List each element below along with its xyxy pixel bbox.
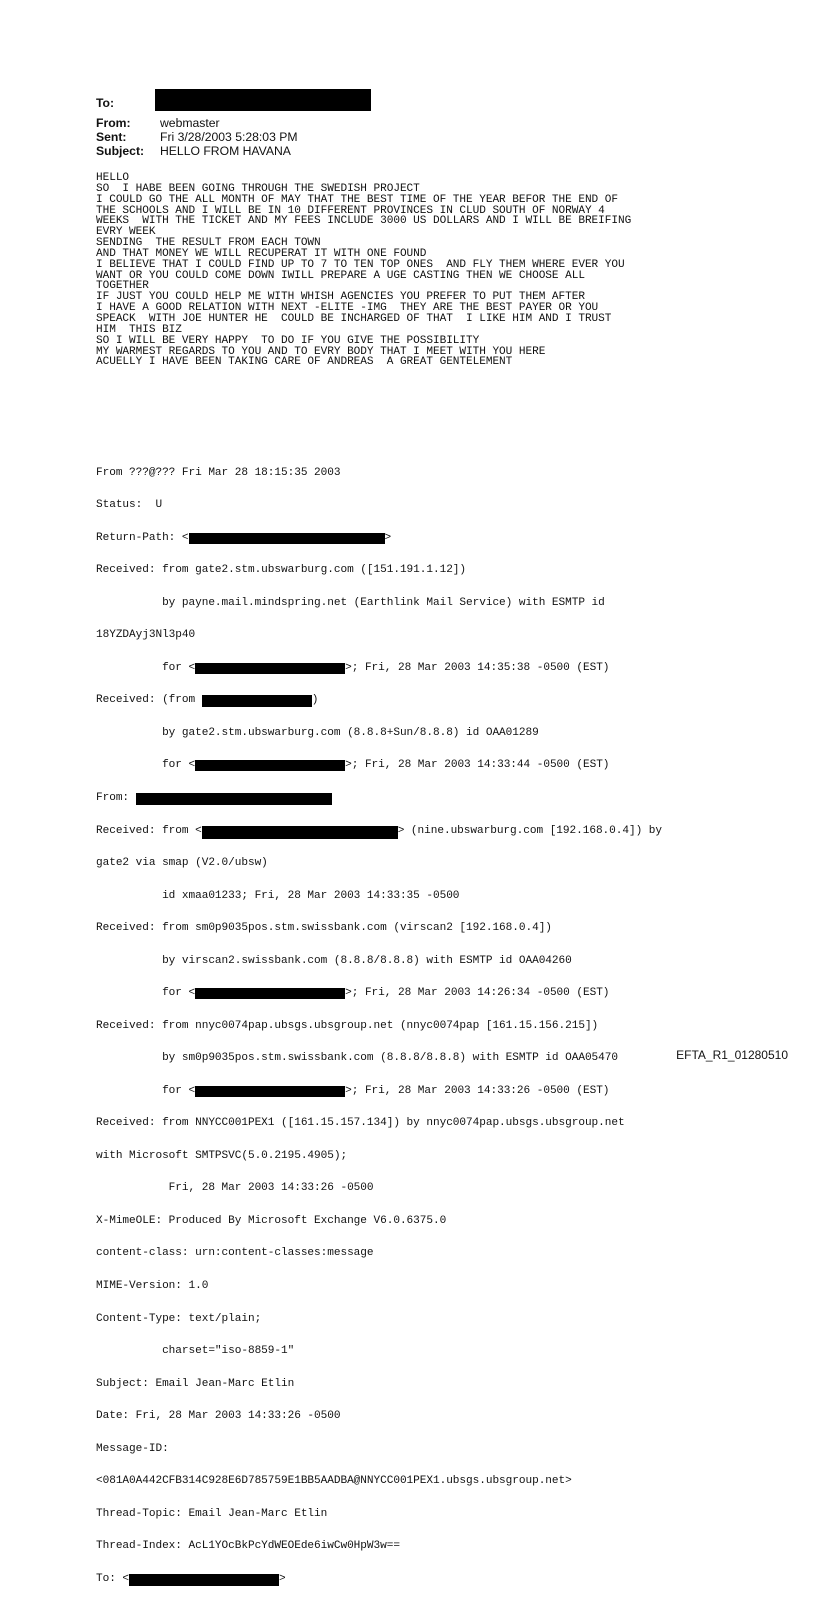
header-line: for < >; Fri, 28 Mar 2003 14:33:26 -0500 (EST) (96, 1084, 610, 1097)
header-line: From ???@??? Fri Mar 28 18:15:35 2003 (96, 466, 341, 479)
header-line: id xmaa01233; Fri, 28 Mar 2003 14:33:35 -0500 (96, 889, 460, 902)
from-value: webmaster (160, 116, 220, 130)
header-line: 18YZDAyj3Nl3p40 (96, 629, 196, 642)
body-line: I HAVE A GOOD RELATION WITH NEXT -ELITE -IMG THEY ARE THE BEST PAYER OR YOU (96, 302, 599, 315)
header-line: by gate2.stm.ubswarburg.com (8.8.8+Sun/8.8.8) id OAA01289 (96, 726, 539, 739)
body-line: EVRY WEEK (96, 226, 156, 239)
email-body (96, 173, 631, 368)
redaction-box (202, 826, 398, 839)
redaction-box (155, 89, 371, 111)
body-line: WEEKS WITH THE TICKET AND MY FEES INCLUDE 3000 US DOLLARS AND I WILL BE BREIFING (96, 215, 632, 228)
document-id: EFTA_R1_01280510 (676, 1048, 788, 1062)
body-line: SO I WILL BE VERY HAPPY TO DO IF YOU GIVE THE POSSIBILITY (96, 334, 480, 347)
redaction-box (195, 663, 345, 674)
redaction-box (195, 1086, 345, 1097)
body-line: SPEACK WITH JOE HUNTER HE COULD BE INCHARGED OF THAT I LIKE HIM AND I TRUST (96, 312, 612, 325)
redaction-box (189, 533, 385, 544)
header-line: for < >; Fri, 28 Mar 2003 14:35:38 -0500 (EST) (96, 661, 610, 674)
header-line: Received: from gate2.stm.ubswarburg.com ([151.191.1.12]) (96, 564, 467, 577)
header-line: MIME-Version: 1.0 (96, 1279, 209, 1292)
header-line: X-MimeOLE: Produced By Microsoft Exchange V6.0.6375.0 (96, 1214, 447, 1227)
header-from-row (96, 116, 371, 130)
header-line: Date: Fri, 28 Mar 2003 14:33:26 -0500 (96, 1410, 341, 1423)
from-label: From: (96, 116, 131, 130)
body-line: TOGETHER (96, 280, 149, 293)
header-line: Message-ID: (96, 1442, 169, 1455)
email-headers-block (96, 446, 662, 1606)
body-line: ACUELLY I HAVE BEEN TAKING CARE OF ANDREAS A GREAT GENTELEMENT (96, 356, 513, 369)
header-line: <081A0A442CFB314C928E6D785759E1BB5AADBA@NNYCC001PEX1.ubsgs.ubsgroup.net> (96, 1475, 572, 1488)
header-line: for < >; Fri, 28 Mar 2003 14:26:34 -0500 (EST) (96, 987, 610, 1000)
body-line: IF JUST YOU COULD HELP ME WITH WHISH AGENCIES YOU PREFER TO PUT THEM AFTER (96, 291, 585, 304)
subject-label: Subject: (96, 144, 145, 158)
header-line: Thread-Topic: Email Jean-Marc Etlin (96, 1507, 328, 1520)
header-line: Subject: Email Jean-Marc Etlin (96, 1377, 295, 1390)
header-line: From: (96, 793, 662, 804)
header-subject-row (96, 144, 371, 158)
header-line: content-class: urn:content-classes:message (96, 1247, 374, 1260)
email-header (96, 96, 371, 158)
redaction-box (136, 793, 332, 805)
body-line: HELLO (96, 172, 130, 184)
body-line: THE SCHOOLS AND I WILL BE IN 10 DIFFERENT PROVINCES IN CLUD SOUTH OF NORWAY 4 (96, 204, 605, 217)
body-line: WANT OR YOU COULD COME DOWN IWILL PREPARE A UGE CASTING THEN WE CHOOSE ALL (96, 269, 585, 282)
sent-label: Sent: (96, 130, 127, 144)
header-line: gate2 via smap (V2.0/ubsw) (96, 857, 268, 870)
body-line: SO I HABE BEEN GOING THROUGH THE SWEDISH PROJECT (96, 182, 420, 195)
header-to-row (96, 96, 371, 116)
redaction-box (202, 695, 312, 707)
body-line: AND THAT MONEY WE WILL RECUPERAT IT WITH ONE FOUND (96, 247, 427, 260)
header-line: with Microsoft SMTPSVC(5.0.2195.4905); (96, 1149, 348, 1162)
header-line: Return-Path: < > (96, 531, 392, 544)
header-line: Received: (from ) (96, 694, 319, 707)
header-line: by sm0p9035pos.stm.swissbank.com (8.8.8/8.8.8) with ESMTP id OAA05470 (96, 1052, 618, 1065)
to-label: To: (96, 96, 115, 110)
body-line: I COULD GO THE ALL MONTH OF MAY THAT THE BEST TIME OF THE YEAR BEFOR THE END OF (96, 193, 618, 206)
body-line: I BELIEVE THAT I COULD FIND UP TO 7 TO TEN TOP ONES AND FLY THEM WHERE EVER YOU (96, 258, 625, 271)
header-line: Received: from < > (nine.ubswarburg.com [192.168.0.4]) by (96, 824, 663, 837)
header-sent-row (96, 130, 371, 144)
body-line: MY WARMEST REGARDS TO YOU AND TO EVRY BODY THAT I MEET WITH YOU HERE (96, 345, 546, 358)
header-line: Received: from nnyc0074pap.ubsgs.ubsgroup.net (nnyc0074pap [161.15.156.215]) (96, 1019, 599, 1032)
header-line: To: < > (96, 1572, 286, 1585)
header-line: by payne.mail.mindspring.net (Earthlink Mail Service) with ESMTP id (96, 596, 605, 609)
header-line: by virscan2.swissbank.com (8.8.8/8.8.8) with ESMTP id OAA04260 (96, 954, 572, 967)
header-line: Status: U (96, 499, 163, 512)
redaction-box (195, 988, 345, 999)
body-line: HIM THIS BIZ (96, 323, 182, 336)
body-line: SENDING THE RESULT FROM EACH TOWN (96, 237, 321, 250)
redaction-box (129, 1574, 279, 1586)
header-line: Received: from NNYCC001PEX1 ([161.15.157.134]) by nnyc0074pap.ubsgs.ubsgroup.net (96, 1117, 625, 1130)
header-line: Received: from sm0p9035pos.stm.swissbank.com (virscan2 [192.168.0.4]) (96, 922, 552, 935)
sent-value: Fri 3/28/2003 5:28:03 PM (160, 130, 298, 144)
header-line: Fri, 28 Mar 2003 14:33:26 -0500 (96, 1182, 374, 1195)
subject-value: HELLO FROM HAVANA (160, 144, 291, 158)
header-line: charset="iso-8859-1" (96, 1345, 295, 1358)
header-line: Thread-Index: AcL1YOcBkPcYdWEOEde6iwCw0HpW3w== (96, 1540, 400, 1553)
redaction-box (195, 760, 345, 771)
header-line: for < >; Fri, 28 Mar 2003 14:33:44 -0500 (EST) (96, 759, 610, 772)
header-line: Content-Type: text/plain; (96, 1312, 262, 1325)
